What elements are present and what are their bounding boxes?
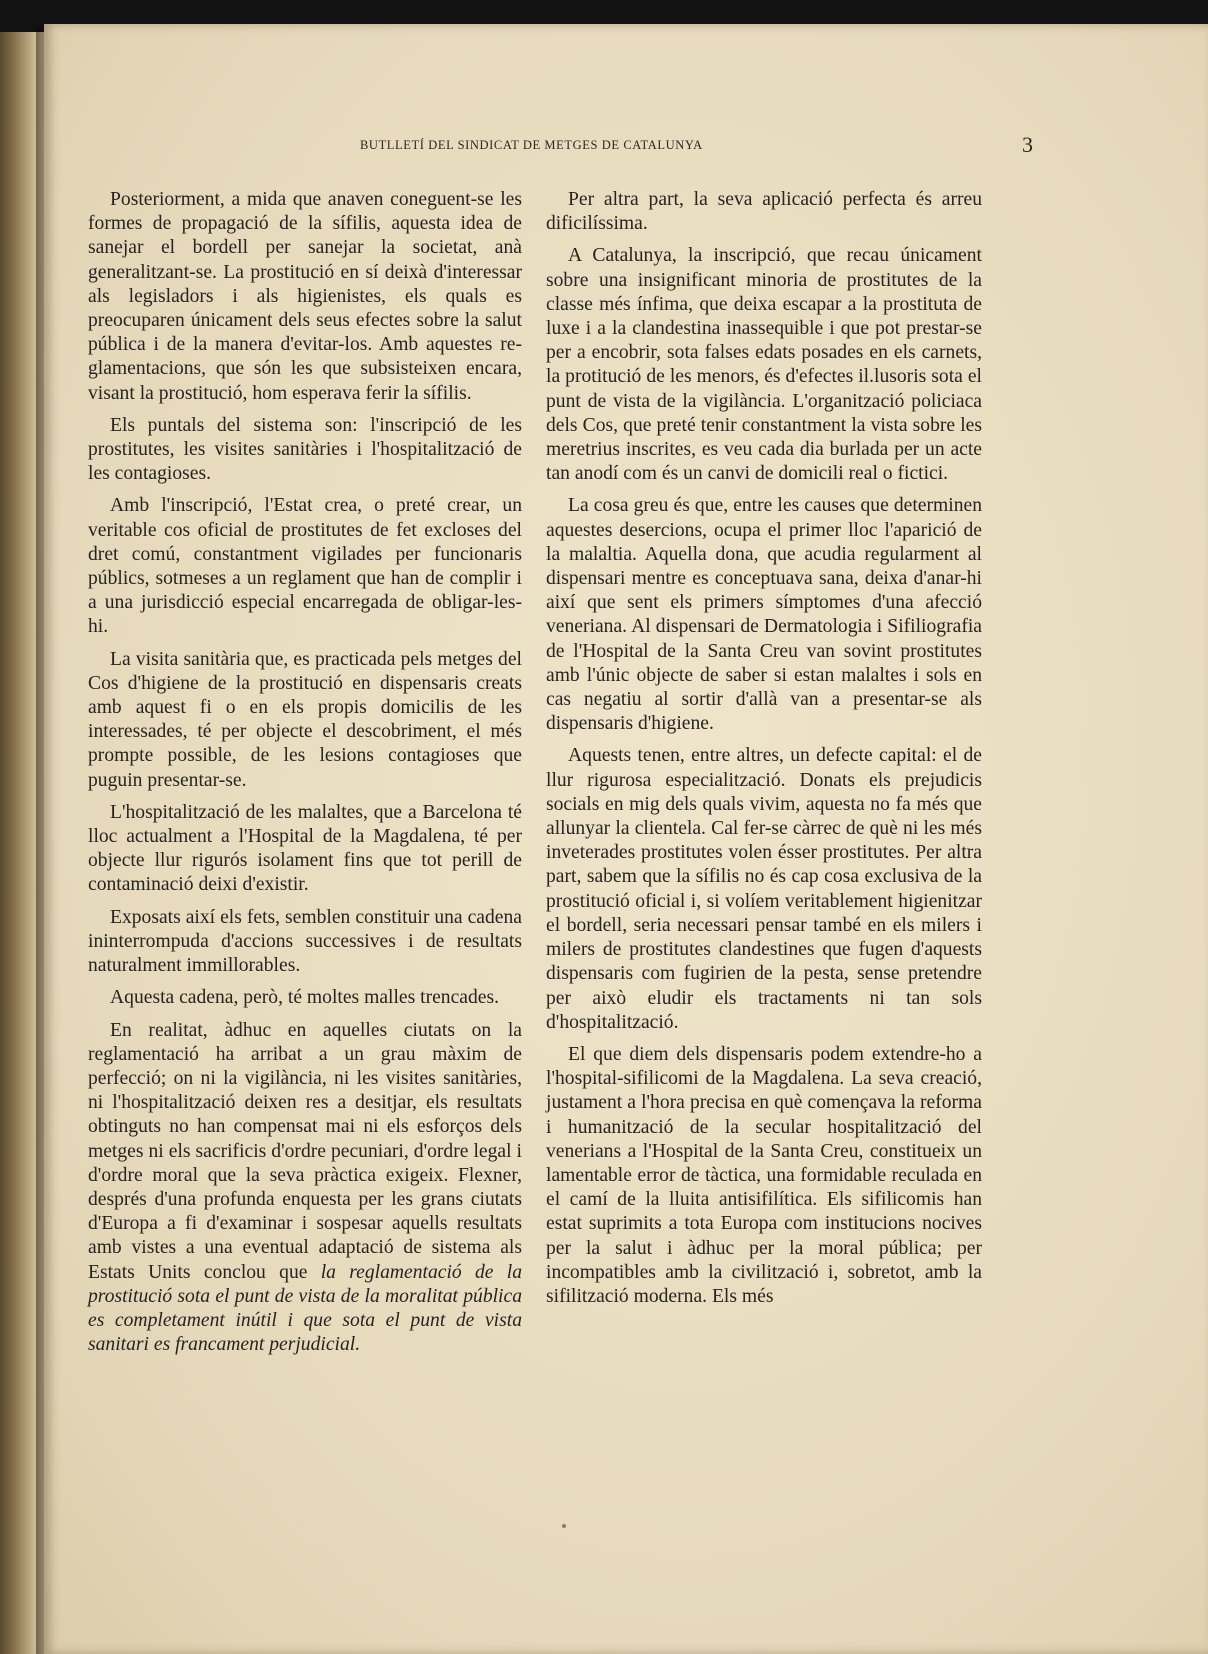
paragraph: La visita sanitària que, es practicada pels metges del Cos d'higiene de la prostitució en dispensaris creats amb aquest fi o en els propis domicilis de les interessades, té per objecte el descobriment, el més prompte possible, de les lesions contagioses que puguin presentar-se.: [88, 648, 522, 791]
paragraph: Aquests tenen, entre altres, un defecte capital: el de llur rigurosa especialització. Donats els prejudicis socials en mig dels quals vivim, aquesta no fa més que allunyar la clientеla. Cal fer-se càrrec de què ni les més inveterades prostitutes volen ésser prostitutes. Per altra part, sabem que la sífilis no és cap cosa exclusiva de la prostitució oficial i, si volíem veritablement higienitzar el bordell, seria necessari pensar també en els milers i milers de prostitutes clandestines que fugen d'aquests dispensaris com fugirien de la pesta, sense pretendre per això eludir els tractaments ni tan sols d'hospitalització.: [546, 745, 982, 1033]
paragraph: La cosa greu és que, entre les causes que determinen aquestes desercions, ocupa el primer lloc l'aparició de la malaltia. Aquella dona, que acudia regularment al dispensari mentre es conceptuava sana, deixa d'anar-hi així que sent els primers símptomes d'una afecció veneriana. Al dispensari de Dermatologia i Sifiliografia de l'Hospital de la Santa Creu van sovint prostitutes amb l'únic objecte de saber si estan malaltes i sols en cas negatiu al sortir d'allà van a presentar-se als dispensaris d'higiene.: [546, 495, 982, 735]
page-number: 3: [1022, 132, 1033, 157]
right-column: [546, 188, 982, 1317]
document-page: [44, 24, 1208, 1654]
paragraph-with-quote: [88, 1019, 522, 1358]
left-column: [88, 188, 522, 1365]
paragraph-text: En realitat, àdhuc en aquelles ciutats on la reglamentació ha arribat a un grau màxim de perfecció; on ni la vigilància, ni les visites sanitàries, ni l'hospitalització deixen res a desitjar, els resultats obtinguts no han compensat mai ni els esforços dels metges ni els sacrificis d'ordre pecuniari, d'ordre legal i d'ordre moral que la seva pràctica exigeix. Flexner, després d'una profunda enquesta per les grans ciutats d'Europa a fi d'examinar i sospesar aquells resultats amb vistes a una eventual adaptació de sistema als Estats Units conclou que: [88, 1019, 522, 1283]
running-head: BUTLLETÍ DEL SINDICAT DE METGES DE CATALUNYA: [360, 138, 703, 152]
paragraph: A Catalunya, la inscripció, que recau únicament sobre una insignificant minoria de prostitutes de la classe més ínfima, que deixa escapar a la prostituta de luxe i a la clandestina inassequible i que pot prestar-se per a encobrir, sota falses edats posades en els carnets, la protitució de les menors, és d'efectes il.lusoris sota el punt de vista de la vigilància. L'organització policiaca dels Cos, que preté tenir constantment la vista sobre les meretrius inscrites, es veu cada dia burlada per un acte tan anodí com és un canvi de domicili real o fictici.: [546, 245, 982, 485]
paragraph: Aquesta cadena, però, té moltes malles trencades.: [110, 987, 499, 1009]
paragraph: Per altra part, la seva aplicació perfecta és arreu dificilíssima.: [546, 189, 982, 235]
paragraph: L'hospitalització de les malaltes, que a Barcelona té lloc actualment a l'Hospital de la Magdalena, té per objecte llur rigurós isolament fins que tot perill de contaminació deixi d'existir.: [88, 801, 522, 896]
paper-speck: [562, 1524, 566, 1528]
paragraph: Amb l'inscripció, l'Estat crea, o preté crear, un veritable cos oficial de prostitutes de fet excloses del dret comú, constantment vigilades per funcionaris públics, sotmeses a un reglament que han de complir i a una jurisdicció especial encarregada de obligar-les-hi.: [88, 495, 522, 638]
page-header: [44, 132, 1208, 158]
paragraph: Posteriorment, a mida que anaven coneguent-se les formes de propagació de la sífilis, aquesta idea de sanejar el bordell per sanejar la societat, anà generalitzant-se. La prostitució en sí deixà d'interessar als legisladors i als higienistes, els quals es preocuparen únicament dels seus efectes sobre la salut pública i de la manera d'evitar-los. Amb aquestes reglamentacions, que són les que subsisteixen encara, visant la prostitució, hom esperava ferir la sífilis.: [88, 189, 522, 404]
italic-quote: la reglamentació de la prostitució sota el punt de vista de la moralitat pública es completament inútil i que sota el punt de vista sanitari es francament perjudicial.: [88, 1261, 523, 1356]
paragraph: Exposats així els fets, semblen constituir una cadena ininterrompuda d'accions successives i de resultats naturalment immillorables.: [88, 906, 522, 977]
paragraph: Els puntals del sistema son: l'inscripció de les prostitutes, les visites sanitàries i l'hospitalització de les contagioses.: [88, 414, 522, 485]
paragraph: El que diem dels dispensaris podem extendre-ho a l'hospital-sifilicomi de la Magdalena. La seva creació, justament a l'hora precisa en què començava la reforma i humanització de la secular hospitalització del venerians a l'Hospital de la Santa Creu, constitueix un lamentable error de tàctica, una formidable reculada en el camí de la lluita antisifilítica. Els sifilicomis han estat suprimits a tota Europa com institucions nocives per la salut i àdhuc per la moral pública; per incompatibles amb la civilització i, sobretot, amb la sifilització moderna. Els més: [546, 1043, 982, 1307]
